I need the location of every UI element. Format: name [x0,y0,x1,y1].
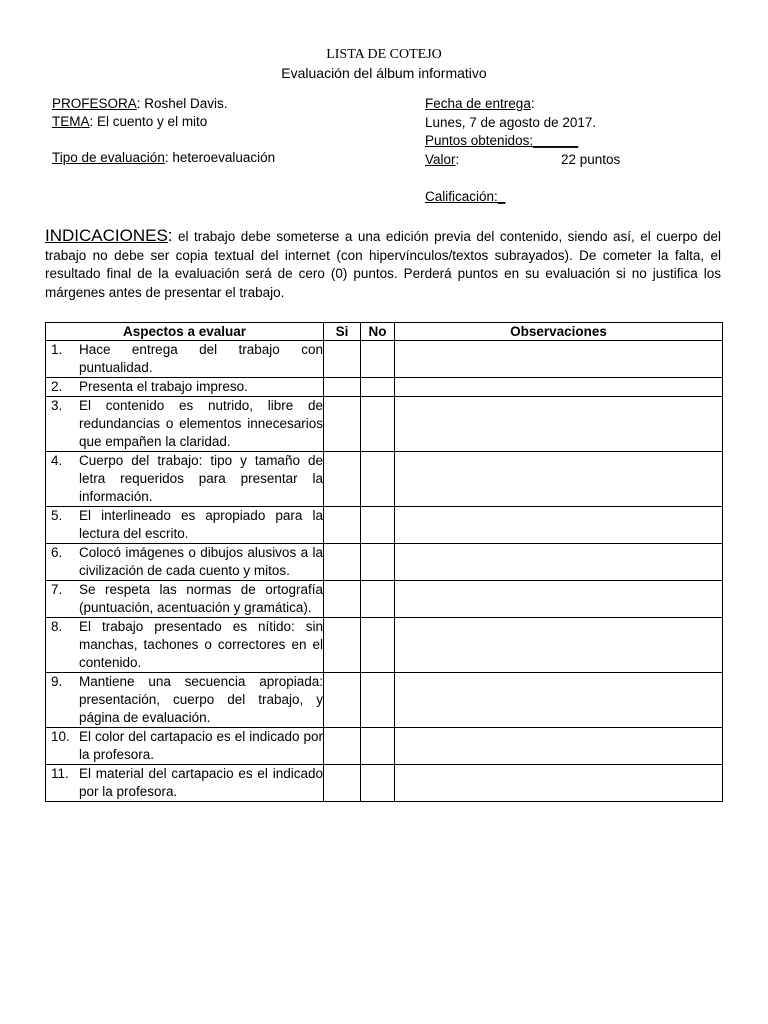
aspect-cell [46,507,324,544]
aspect-number: 10. [51,729,70,744]
profesora-label: PROFESORA [52,96,137,111]
aspect-number: 8. [51,619,63,634]
tipo-line [52,150,275,165]
valor-colon: : [455,152,460,167]
observaciones-cell[interactable] [395,581,723,618]
profesora-value: : Roshel Davis. [136,96,228,111]
header-no: No [361,323,395,341]
observaciones-cell[interactable] [395,378,723,397]
table-row [46,581,723,618]
table-row [46,765,723,802]
fecha-colon: : [530,96,535,111]
si-cell[interactable] [324,507,361,544]
no-cell[interactable] [361,673,395,728]
tema-line [52,114,207,129]
table-row [46,728,723,765]
observaciones-cell[interactable] [395,728,723,765]
aspect-cell [46,765,324,802]
no-cell[interactable] [361,728,395,765]
evaluation-table [45,322,723,802]
si-cell[interactable] [324,378,361,397]
header-aspectos: Aspectos a evaluar [46,323,324,341]
fecha-line [425,96,535,111]
aspect-text: Mantiene una secuencia apropiada: presentación, cuerpo del trabajo, y página de evaluación. [79,674,323,725]
valor-line [425,152,459,167]
fecha-value: Lunes, 7 de agosto de 2017. [425,115,597,130]
document-subtitle: Evaluación del álbum informativo [281,65,487,81]
table-row [46,673,723,728]
aspect-number: 11. [51,766,69,781]
no-cell[interactable] [361,544,395,581]
si-cell[interactable] [324,673,361,728]
aspect-text: Presenta el trabajo impreso. [79,379,248,394]
tipo-label: Tipo de evaluación [52,150,165,165]
aspect-cell [46,378,324,397]
table-row [46,341,723,378]
table-row [46,378,723,397]
puntos-obtenidos: Puntos obtenidos:______ [425,133,579,148]
no-cell[interactable] [361,397,395,452]
aspect-cell [46,618,324,673]
aspect-number: 5. [51,508,63,523]
aspect-text: El interlineado es apropiado para la lectura del escrito. [79,508,323,541]
observaciones-cell[interactable] [395,618,723,673]
aspect-text: El contenido es nutrido, libre de redundancias o elementos innecesarios que empañen la claridad. [79,398,323,449]
observaciones-cell[interactable] [395,341,723,378]
aspect-number: 9. [51,674,63,689]
valor-label: Valor [425,152,456,167]
observaciones-cell[interactable] [395,673,723,728]
aspect-text: El material del cartapacio es el indicado por la profesora. [79,766,323,799]
aspect-text: El color del cartapacio es el indicado por la profesora. [79,729,323,762]
aspect-number: 2. [51,379,63,394]
si-cell[interactable] [324,544,361,581]
aspect-number: 6. [51,545,63,560]
table-row [46,618,723,673]
table-row [46,544,723,581]
aspect-text: Colocó imágenes o dibujos alusivos a la civilización de cada cuento y mitos. [79,545,323,578]
si-cell[interactable] [324,618,361,673]
si-cell[interactable] [324,728,361,765]
table-header-row [46,323,723,341]
aspect-text: Hace entrega del trabajo con puntualidad. [79,342,323,375]
si-cell[interactable] [324,765,361,802]
no-cell[interactable] [361,378,395,397]
observaciones-cell[interactable] [395,397,723,452]
aspect-cell [46,673,324,728]
indicaciones-colon: : [167,226,173,245]
document-title: LISTA DE COTEJO [326,47,442,62]
aspect-number: 7. [51,582,63,597]
indicaciones-heading: INDICACIONES [45,226,168,245]
table-row [46,452,723,507]
profesora-line [52,96,228,111]
aspect-number: 1. [51,342,63,357]
no-cell[interactable] [361,341,395,378]
indicaciones-text: el trabajo debe someterse a una edición previa del contenido, siendo así, el cuerpo del trabajo no debe ser copia textual del internet (con hipervínculos/textos subrayados). De cometer la falta, el resultado final de la evaluación será de cero (0) puntos. Perderá puntos en su evaluación si no justifica los márgenes antes de presentar el trabajo. [45,229,721,300]
tipo-value: : heteroevaluación [164,150,276,165]
aspect-text: Se respeta las normas de ortografía (puntuación, acentuación y gramática). [79,582,323,615]
no-cell[interactable] [361,765,395,802]
header-si: Si [324,323,361,341]
fecha-label: Fecha de entrega [425,96,531,111]
table-row [46,507,723,544]
header-observaciones: Observaciones [395,323,723,341]
aspect-text: Cuerpo del trabajo: tipo y tamaño de letra requeridos para presentar la información. [79,453,323,504]
valor-value: 22 puntos [561,152,621,167]
aspect-cell [46,452,324,507]
si-cell[interactable] [324,581,361,618]
no-cell[interactable] [361,618,395,673]
aspect-cell [46,341,324,378]
aspect-cell [46,397,324,452]
aspect-cell [46,728,324,765]
observaciones-cell[interactable] [395,544,723,581]
tema-value: : El cuento y el mito [89,114,208,129]
no-cell[interactable] [361,581,395,618]
no-cell[interactable] [361,452,395,507]
observaciones-cell[interactable] [395,765,723,802]
calificacion: Calificación:_ [425,189,506,204]
aspect-cell [46,544,324,581]
si-cell[interactable] [324,341,361,378]
no-cell[interactable] [361,507,395,544]
table-row [46,397,723,452]
si-cell[interactable] [324,397,361,452]
tema-label: TEMA [52,114,90,129]
aspect-number: 4. [51,453,63,468]
aspect-cell [46,581,324,618]
indicaciones-paragraph [45,227,721,302]
observaciones-cell[interactable] [395,452,723,507]
observaciones-cell[interactable] [395,507,723,544]
aspect-number: 3. [51,398,63,413]
si-cell[interactable] [324,452,361,507]
aspect-text: El trabajo presentado es nítido: sin manchas, tachones o correctores en el contenido. [79,619,323,670]
